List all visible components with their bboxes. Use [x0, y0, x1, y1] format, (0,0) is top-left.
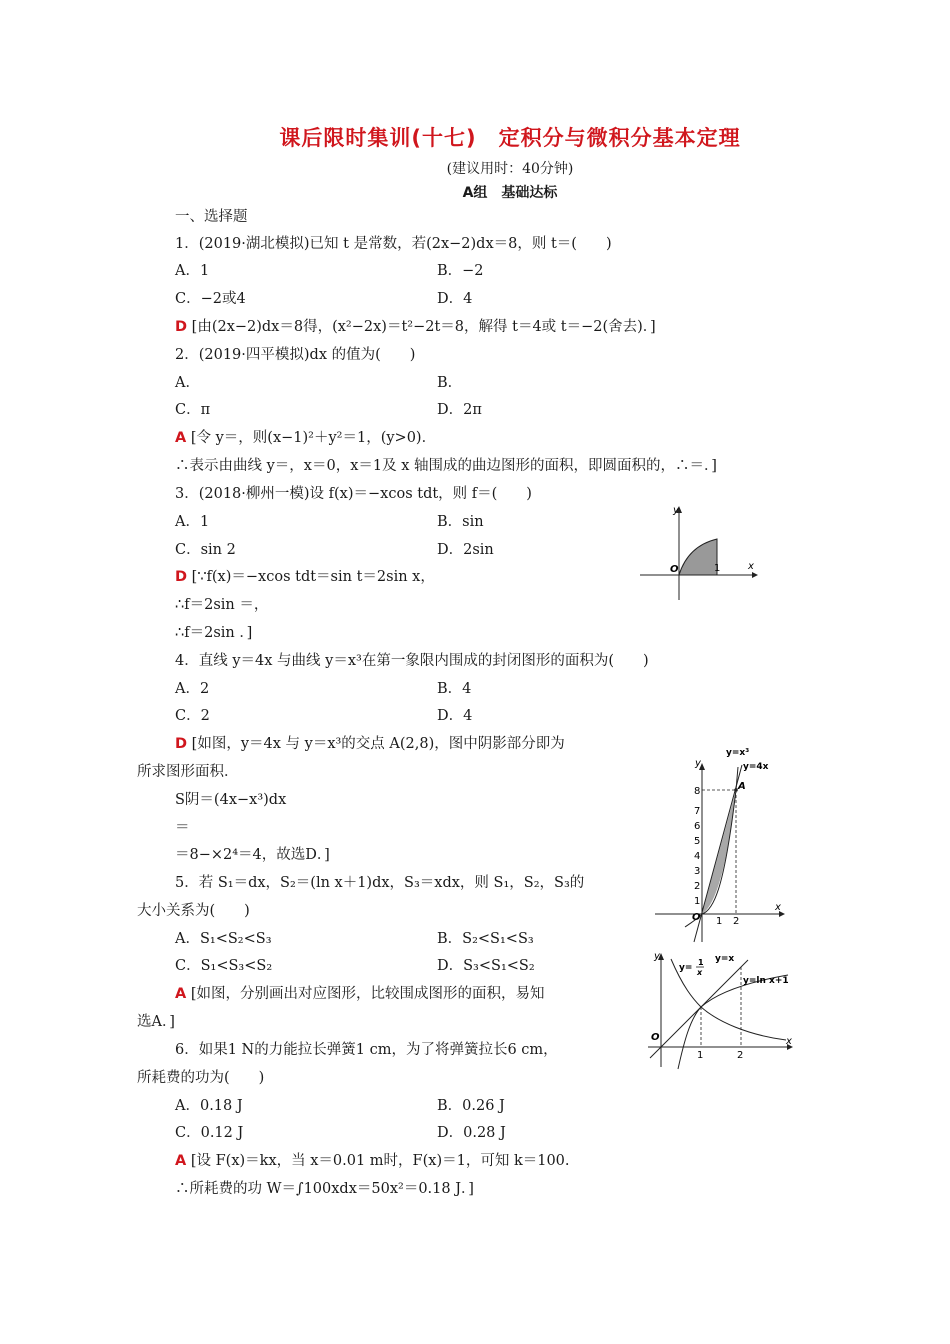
curve-ln: [678, 975, 788, 1069]
q1-stem: 1．(2019·湖北模拟)已知 t 是常数，若(2x−2)dx＝8，则 t＝( ): [175, 236, 612, 252]
y-label: y: [695, 758, 701, 769]
q3-solution: [175, 567, 435, 587]
q4-stem: 4．直线 y＝4x 与曲线 y＝x³在第一象限内围成的封闭图形的面积为( ): [175, 653, 649, 669]
section-heading: 一、选择题: [175, 209, 248, 225]
q5-stem-1: 5．若 S₁＝dx，S₂＝(ln x＋1)dx，S₃＝xdx，则 S₁，S₂，S₃的: [175, 875, 585, 891]
reciprocal-label: y=: [679, 963, 693, 973]
shaded-region: [679, 539, 717, 575]
q2-stem: 2．(2019·四平模拟)dx 的值为( ): [175, 347, 416, 363]
q1-solution: [175, 317, 656, 337]
q1-option-a: A．1: [175, 263, 210, 279]
origin-label: O: [670, 564, 679, 575]
q6-solution-text-2: ∴所耗费的功 W＝∫100xdx＝50x²＝0.18 J．]: [175, 1181, 474, 1197]
figure-three-curves: [638, 947, 800, 1072]
q2-solution: [175, 428, 436, 448]
q1-option-c: C．−2或4: [175, 291, 246, 307]
q2-option-d: D．2π: [437, 402, 482, 418]
q4-option-a: A．2: [175, 681, 210, 697]
q2-solution-text-1: [令 y＝，则(x−1)²＋y²＝1，(y>0)．: [190, 430, 437, 446]
x-axis-arrow: [752, 572, 758, 578]
q4-option-b: B．4: [437, 681, 472, 697]
q2-answer: A: [175, 430, 187, 446]
q5-stem-2: 大小关系为( ): [137, 903, 250, 919]
q4-solution-text-1: [如图，y＝4x 与 y＝x³的交点 A(2,8)，图中阴影部分即为: [191, 736, 565, 752]
q1-answer: D: [175, 319, 188, 335]
q4-solution-text-3: S阴＝(4x−x³)dx: [175, 792, 287, 808]
group-heading: A组 基础达标: [462, 185, 558, 201]
q3-solution-text-3: ∴f＝2sin ．]: [175, 625, 253, 641]
y-tick-7: 7: [694, 806, 701, 817]
q6-solution-text-1: [设 F(x)＝kx，当 x＝0.01 m时，F(x)＝1，可知 k＝100.: [190, 1153, 570, 1169]
q6-answer: A: [175, 1153, 187, 1169]
q6-stem-1: 6．如果1 N的力能拉长弹簧1 cm，为了将弹簧拉长6 cm，: [175, 1042, 558, 1058]
q5-option-a: A．S₁<S₂<S₃: [175, 931, 272, 947]
q1-solution-text: [由(2x−2)dx＝8得，(x²−2x)＝t²−2t＝8，解得 t＝4或 t＝−2(舍去)．]: [191, 319, 656, 335]
reciprocal-numerator: 1: [698, 958, 704, 967]
q3-solution-text-2: ∴f＝2sin ＝，: [175, 597, 269, 613]
q1-option-b: B．−2: [437, 263, 484, 279]
q5-solution-text-2: 选A．]: [137, 1014, 175, 1030]
ln-label: y=ln x+1: [743, 976, 789, 986]
suggested-time: (建议用时：40分钟): [446, 161, 574, 177]
y-label: y: [654, 951, 660, 962]
tick-1-label: 1: [714, 563, 721, 574]
origin-label: O: [651, 1032, 660, 1043]
q5-option-c: C．S₁<S₃<S₂: [175, 958, 273, 974]
q3-option-d: D．2sin: [437, 542, 494, 558]
q4-option-d: D．4: [437, 708, 473, 724]
q4-solution-text-2: 所求图形面积．: [137, 764, 239, 780]
q5-option-d: D．S₃<S₁<S₂: [437, 958, 535, 974]
x-label: x: [748, 561, 754, 572]
q4-solution-text-4: ＝: [175, 820, 190, 836]
q2-option-c: C．π: [175, 402, 211, 418]
q6-option-a: A．0.18 J: [175, 1098, 243, 1114]
y-tick-1: 1: [694, 896, 701, 907]
q6-option-b: B．0.26 J: [437, 1098, 505, 1114]
figure-sin-area: [630, 500, 765, 605]
identity-label: y=x: [715, 954, 735, 964]
q6-option-d: D．0.28 J: [437, 1125, 506, 1141]
x-tick-2: 2: [737, 1050, 744, 1061]
x-tick-1: 1: [716, 916, 723, 927]
q5-solution-text-1: [如图，分别画出对应图形，比较围成图形的面积，易知: [190, 986, 545, 1002]
q4-solution-text-5: ＝8−×2⁴＝4，故选D．]: [175, 847, 330, 863]
q3-solution-text-1: [∵f(x)＝−xcos tdt＝sin t＝2sin x，: [191, 569, 435, 585]
q3-option-b: B．sin: [437, 514, 484, 530]
q3-stem: 3．(2018·柳州一模)设 f(x)＝−xcos tdt，则 f＝( ): [175, 486, 532, 502]
q2-option-a: A．: [175, 375, 200, 391]
q5-answer: A: [175, 986, 187, 1002]
line-label: y=4x: [743, 762, 769, 772]
q3-option-a: A．1: [175, 514, 210, 530]
reciprocal-denominator: x: [697, 968, 703, 977]
q2-option-b: B．: [437, 375, 463, 391]
q5-option-b: B．S₂<S₁<S₃: [437, 931, 534, 947]
q3-option-c: C．sin 2: [175, 542, 236, 558]
q6-option-c: C．0.12 J: [175, 1125, 244, 1141]
point-a-label: A: [738, 781, 746, 792]
q3-answer: D: [175, 569, 188, 585]
y-tick-3: 3: [694, 866, 701, 877]
q5-solution: [175, 984, 545, 1004]
q6-stem-2: 所耗费的功为( ): [137, 1070, 265, 1086]
x-label: x: [775, 902, 781, 913]
y-tick-6: 6: [694, 821, 701, 832]
origin-label: O: [692, 912, 701, 923]
x-tick-2: 2: [733, 916, 740, 927]
q4-answer: D: [175, 736, 188, 752]
y-tick-8: 8: [694, 786, 701, 797]
q2-solution-text-2: ∴表示由曲线 y＝，x＝0，x＝1及 x 轴围成的曲边图形的面积，即圆面积的，∴＝．]: [175, 458, 717, 474]
q4-option-c: C．2: [175, 708, 210, 724]
curve-x3: [685, 767, 738, 927]
q1-option-d: D．4: [437, 291, 473, 307]
y-tick-5: 5: [694, 836, 701, 847]
q6-solution: [175, 1151, 570, 1171]
y-tick-4: 4: [694, 851, 701, 862]
y-tick-2: 2: [694, 881, 701, 892]
curve-label: y=x³: [726, 748, 750, 758]
y-label: y: [673, 505, 679, 516]
figure-line-cubic: [650, 742, 790, 947]
page-title: 课后限时集训(十七) 定积分与微积分基本定理: [279, 126, 741, 150]
x-label: x: [786, 1036, 792, 1047]
x-tick-1: 1: [697, 1050, 704, 1061]
q4-solution: [175, 734, 565, 754]
